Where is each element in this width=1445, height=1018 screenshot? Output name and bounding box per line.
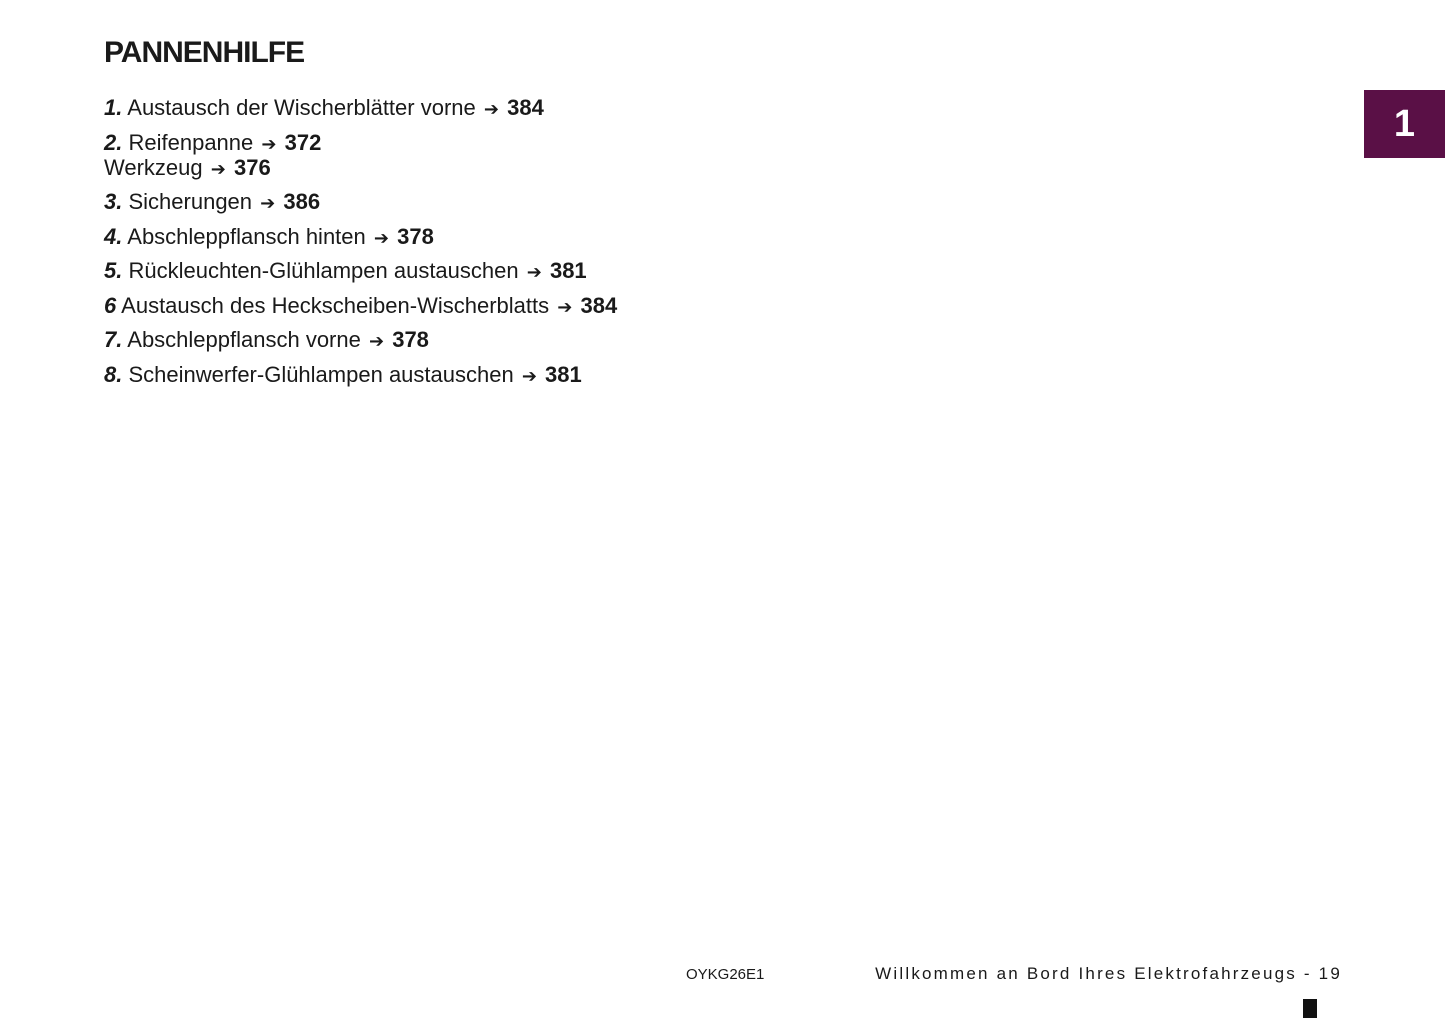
page-reference-link[interactable]: 372 [284,129,322,155]
item-number: 8. [104,361,123,387]
breakdown-help-list [104,96,617,397]
item-number: 7. [104,327,123,352]
item-text: Austausch des Heckscheiben-Wischerblatts [121,292,550,318]
list-item [104,96,617,121]
list-item [104,131,617,181]
page-reference-link[interactable]: 376 [233,154,271,180]
page-reference-link[interactable]: 381 [545,361,582,387]
right-arrow-icon: ➔ [210,158,226,179]
right-arrow-icon: ➔ [373,227,389,248]
list-item [104,363,617,388]
item-number: 5. [104,258,123,283]
list-item [104,259,617,284]
list-item [104,294,617,319]
list-item [104,328,617,353]
page-reference-link[interactable]: 386 [283,189,321,214]
page-edge-marker [1303,999,1317,1018]
page-title: PANNENHILFE [104,36,305,69]
right-arrow-icon: ➔ [260,193,276,213]
page-reference-link[interactable]: 378 [392,327,429,352]
right-arrow-icon: ➔ [521,365,537,386]
page-reference-link[interactable]: 381 [549,258,587,283]
item-text: Reifenpanne [128,129,254,155]
right-arrow-icon: ➔ [368,331,385,351]
footer-title: Willkommen an Bord Ihres Elektrofahrzeugs - 19 [875,964,1342,983]
page-reference-link[interactable]: 384 [580,292,618,318]
right-arrow-icon: ➔ [557,296,573,317]
item-text: Abschleppflansch vorne [127,327,361,352]
chapter-tab[interactable] [1364,90,1445,158]
list-item [104,225,617,250]
item-subtext: Werkzeug [104,154,203,180]
item-number: 6 [104,292,117,318]
right-arrow-icon: ➔ [526,262,542,282]
right-arrow-icon: ➔ [261,133,277,154]
page-reference-link[interactable]: 378 [397,223,434,249]
item-text: Austausch der Wischerblätter vorne [127,95,476,120]
item-text: Rückleuchten-Glühlampen austauschen [128,258,519,283]
item-text: Abschleppflansch hinten [127,223,366,249]
item-text: Scheinwerfer-Glühlampen austauschen [128,361,514,387]
right-arrow-icon: ➔ [483,99,499,119]
item-number: 4. [104,223,123,249]
chapter-number: 1 [1393,102,1416,145]
document-code: OYKG26E1 [686,966,765,983]
item-number: 1. [104,95,123,120]
item-number: 2. [104,129,123,155]
page-reference-link[interactable]: 384 [507,95,544,120]
item-number: 3. [104,189,123,214]
list-item [104,190,617,215]
item-text: Sicherungen [128,189,253,214]
